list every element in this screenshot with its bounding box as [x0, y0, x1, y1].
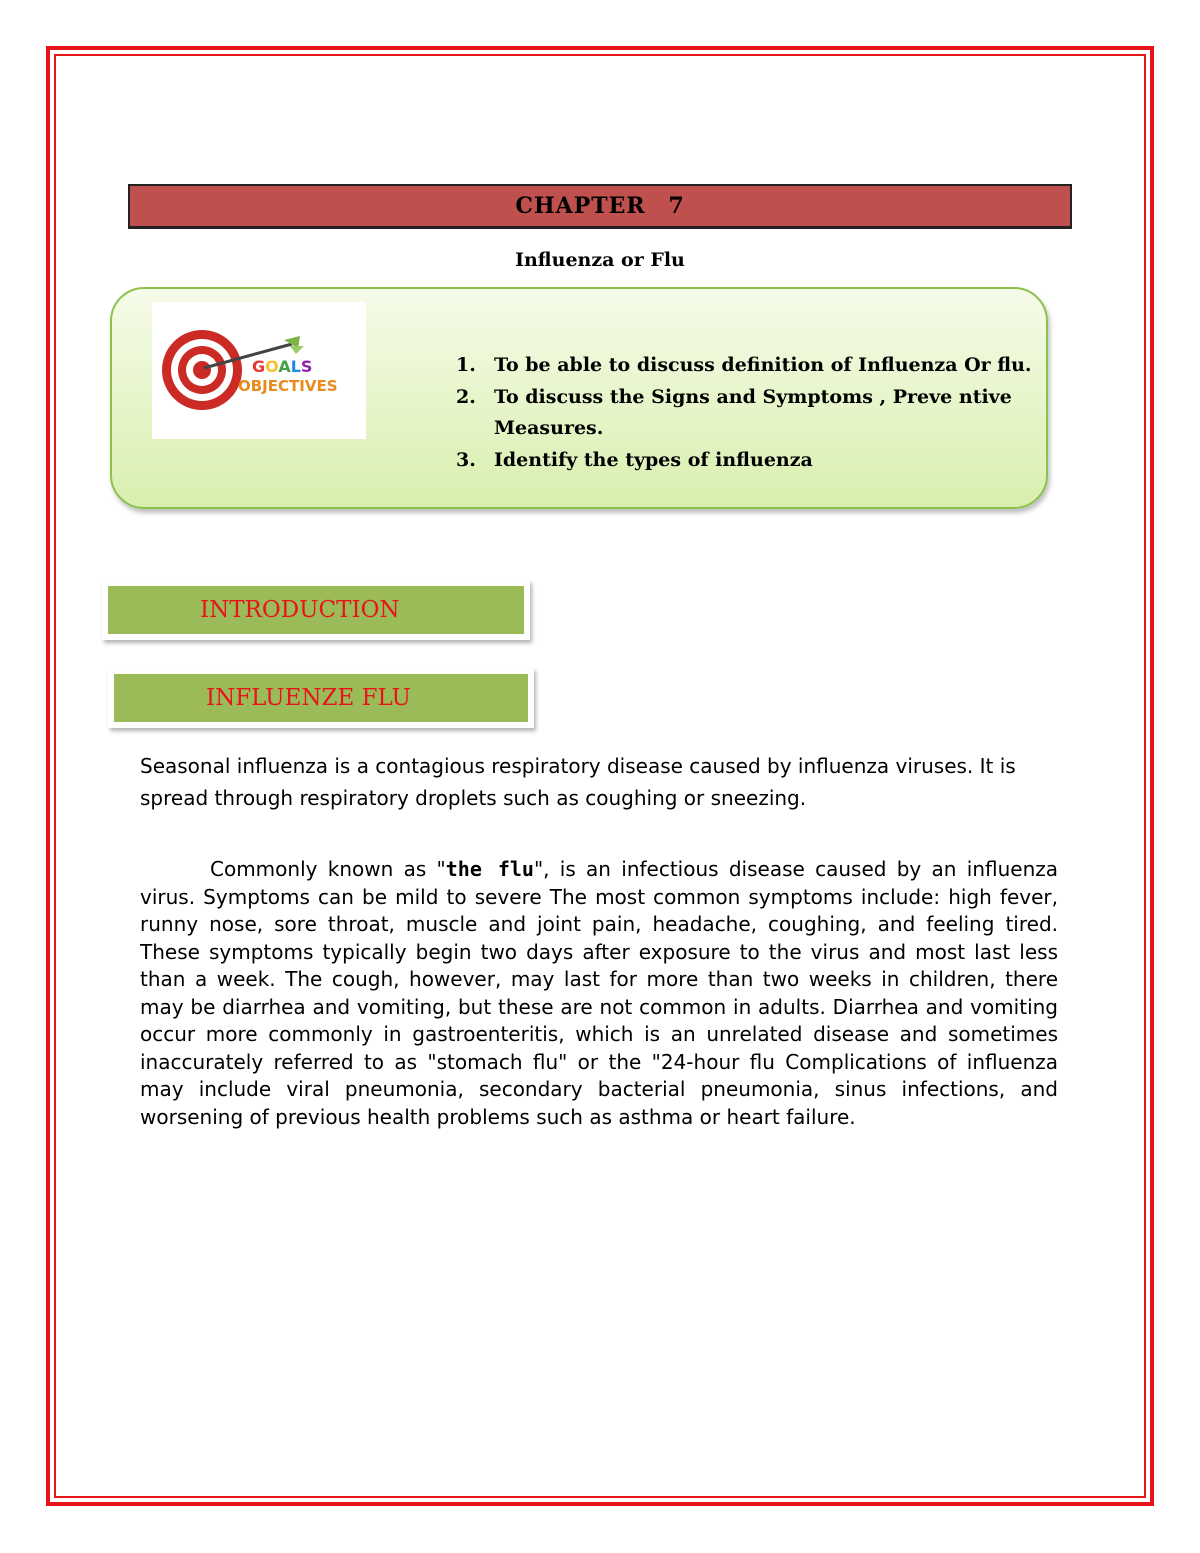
- objective-number: 3.: [456, 448, 476, 471]
- objective-number: 1.: [456, 354, 476, 376]
- logo-goals-text: GOALS: [252, 357, 313, 376]
- objective-item: [456, 382, 1046, 445]
- chapter-title: CHAPTER 7: [515, 193, 685, 219]
- goals-objectives-logo: [152, 302, 366, 439]
- objective-item: [456, 350, 1046, 382]
- introduction-heading: INTRODUCTION: [200, 597, 400, 623]
- paragraph-2-lead: Commonly known as ": [210, 857, 446, 881]
- influenze-flu-heading: INFLUENZE FLU: [206, 685, 411, 711]
- objective-item: [456, 445, 1046, 477]
- goals-objectives-target-icon: [152, 302, 366, 439]
- chapter-banner: [128, 184, 1072, 229]
- logo-objectives-text: OBJECTIVES: [238, 377, 338, 395]
- objective-text: To be able to discuss definition of Influenza Or flu.: [494, 354, 1032, 376]
- chapter-subtitle: Influenza or Flu: [515, 249, 685, 271]
- objective-text: To discuss the Signs and Symptoms , Preve ntive Measures.: [494, 385, 1012, 439]
- objectives-list: [456, 350, 1046, 476]
- body-paragraph-2: [140, 856, 1058, 1131]
- introduction-heading-fill: [108, 586, 524, 634]
- body-paragraph-1: Seasonal influenza is a contagious respiratory disease caused by influenza viruses. It is spread through respiratory droplets such as coughing or sneezing.: [140, 754, 1016, 810]
- introduction-heading-box: [102, 580, 530, 640]
- objective-number: 2.: [456, 385, 476, 408]
- paragraph-2-rest: ", is an infectious disease caused by an influenza virus. Symptoms can be mild to severe The most common symptoms include: high fever, runny nose, sore throat, muscle and joint pain, headache, coughing, and feeling tired. These symptoms typically begin two days after exposure to the virus and most last less than a week. The cough, however, may last for more than two weeks in children, there may be diarrhea and vomiting, but these are not common in adults. Diarrhea and vomiting occur more commonly in gastroenteritis, which is an unrelated disease and sometimes inaccurately referred to as "stomach flu" or the "24-hour flu Complications of influenza may include viral pneumonia, secondary bacterial pneumonia, sinus infections, and worsening of previous health problems such as asthma or heart failure.: [140, 857, 1058, 1129]
- objective-text: Identify the types of influenza: [494, 448, 813, 471]
- influenze-flu-heading-box: [108, 668, 534, 728]
- the-flu-bold: the flu: [445, 857, 534, 881]
- influenze-flu-heading-fill: [114, 674, 528, 722]
